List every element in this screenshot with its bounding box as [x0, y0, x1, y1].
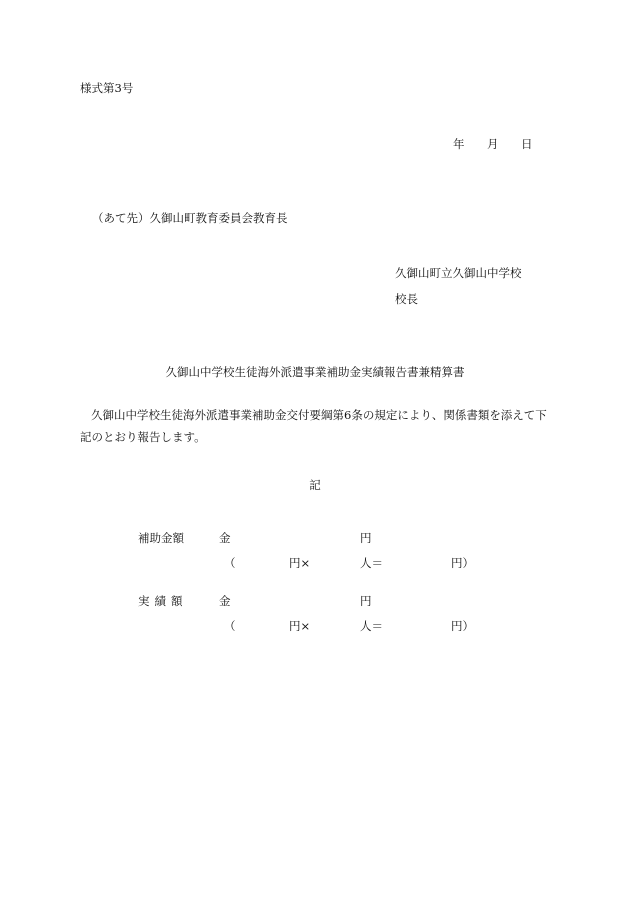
subsidy-open-paren: （ [224, 556, 236, 570]
form-number: 様式第3号 [80, 81, 134, 95]
date-month: 月 [487, 137, 499, 151]
actual-kin: 金 [219, 594, 231, 608]
actual-yen-close: 円） [451, 619, 474, 633]
subsidy-yen-close: 円） [451, 556, 474, 570]
actual-open-paren: （ [224, 619, 236, 633]
sender-school: 久御山町立久御山中学校 [395, 266, 522, 280]
actual-yen-times: 円× [289, 619, 311, 633]
subsidy-people-eq: 人＝ [360, 556, 383, 570]
actual-yen: 円 [360, 594, 372, 608]
ki-heading: 記 [309, 478, 321, 492]
actual-amount-label: 実績額 [138, 594, 188, 608]
actual-people-eq: 人＝ [360, 619, 383, 633]
addressee: （あて先）久御山町教育委員会教育長 [92, 211, 288, 225]
subsidy-yen-times: 円× [289, 556, 311, 570]
date-day: 日 [521, 137, 533, 151]
sender-title: 校長 [395, 292, 418, 306]
date-year: 年 [453, 137, 465, 151]
body-text: 久御山中学校生徒海外派遣事業補助金交付要綱第6条の規定により、関係書類を添えて下記のとおり報告します。 [80, 408, 547, 444]
subsidy-yen: 円 [360, 531, 372, 545]
document-title: 久御山中学校生徒海外派遣事業補助金実績報告書兼精算書 [165, 365, 465, 379]
subsidy-amount-label: 補助金額 [138, 531, 184, 545]
subsidy-kin: 金 [219, 531, 231, 545]
